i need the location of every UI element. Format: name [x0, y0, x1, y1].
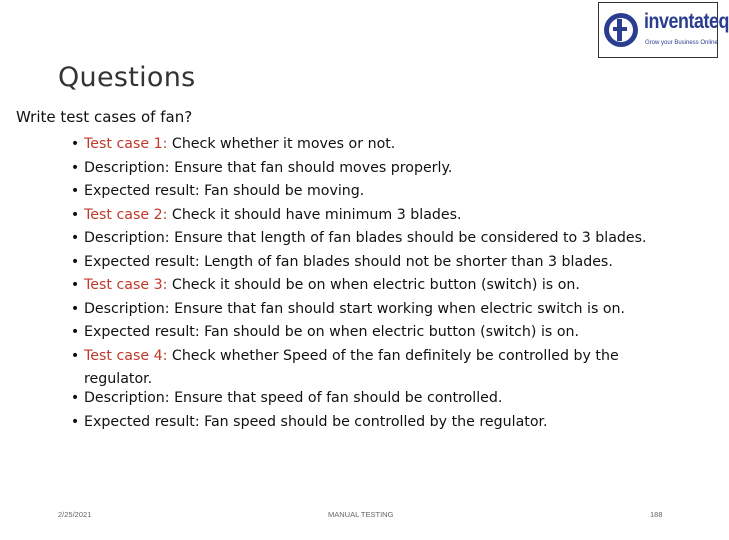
test-case-detail: Description: Ensure that speed of fan should be controlled.	[84, 390, 503, 406]
list-item-text	[84, 180, 364, 204]
test-case-detail: Description: Ensure that fan should moves properly.	[84, 159, 453, 176]
test-case-detail: Expected result: Fan should be moving.	[84, 183, 365, 199]
logo-wordmark: inventateq	[644, 10, 729, 33]
logo-tagline: Grow your Business Online	[645, 40, 718, 46]
test-case-label: Test case 1:	[84, 136, 168, 152]
test-case-detail: regulator.	[84, 371, 153, 387]
footer-date: 2/25/2021	[58, 510, 92, 519]
bullet-icon: •	[70, 230, 80, 246]
test-case-detail: Expected result: Fan should be on when electric button (switch) is on.	[84, 324, 579, 340]
test-case-detail: Expected result: Fan speed should be controlled by the regulator.	[84, 413, 548, 430]
list-item-text	[84, 411, 548, 435]
bullet-icon: •	[70, 183, 80, 199]
list-item-text	[84, 227, 647, 251]
bullet-icon: •	[70, 159, 80, 176]
page-number: 188	[650, 510, 663, 519]
bullet-icon: •	[70, 300, 80, 317]
bullet-icon: •	[70, 277, 80, 293]
list-item-text	[84, 251, 613, 275]
test-case-label: Test case 2:	[84, 206, 168, 223]
test-case-detail: Check it should have minimum 3 blades.	[171, 206, 462, 223]
bullet-icon: •	[70, 347, 80, 364]
test-case-detail: Description: Ensure that length of fan blades should be considered to 3 blades.	[84, 230, 647, 246]
bullet-icon: •	[70, 413, 80, 430]
question-heading: Write test cases of fan?	[16, 108, 193, 126]
bullet-icon: •	[70, 136, 80, 152]
list-item-text	[84, 298, 625, 322]
page-title: Questions	[58, 62, 196, 93]
footer-title: MANUAL TESTING	[328, 510, 394, 519]
list-item-text	[84, 204, 462, 228]
logo-emblem-icon	[601, 5, 641, 55]
bullet-icon: •	[70, 390, 80, 406]
list-item-text	[84, 345, 619, 369]
test-case-detail: Expected result: Length of fan blades should not be shorter than 3 blades.	[84, 253, 613, 270]
test-case-detail: Check whether Speed of the fan definitely be controlled by the	[171, 347, 619, 364]
test-case-detail: Description: Ensure that fan should start working when electric switch is on.	[84, 300, 626, 317]
bullet-icon: •	[70, 324, 80, 340]
list-item-text	[84, 157, 452, 181]
list-item-text	[84, 387, 502, 411]
company-logo	[598, 2, 729, 58]
list-item-text	[84, 321, 579, 345]
test-case-label: Test case 4:	[84, 347, 168, 364]
list-item-text	[84, 133, 395, 157]
bullet-icon: •	[70, 206, 80, 223]
test-case-detail: Check it should be on when electric button (switch) is on.	[171, 277, 580, 293]
test-case-label: Test case 3:	[84, 277, 168, 293]
list-item-text	[84, 274, 580, 298]
test-case-detail: Check whether it moves or not.	[171, 136, 396, 152]
bullet-icon: •	[70, 253, 80, 270]
